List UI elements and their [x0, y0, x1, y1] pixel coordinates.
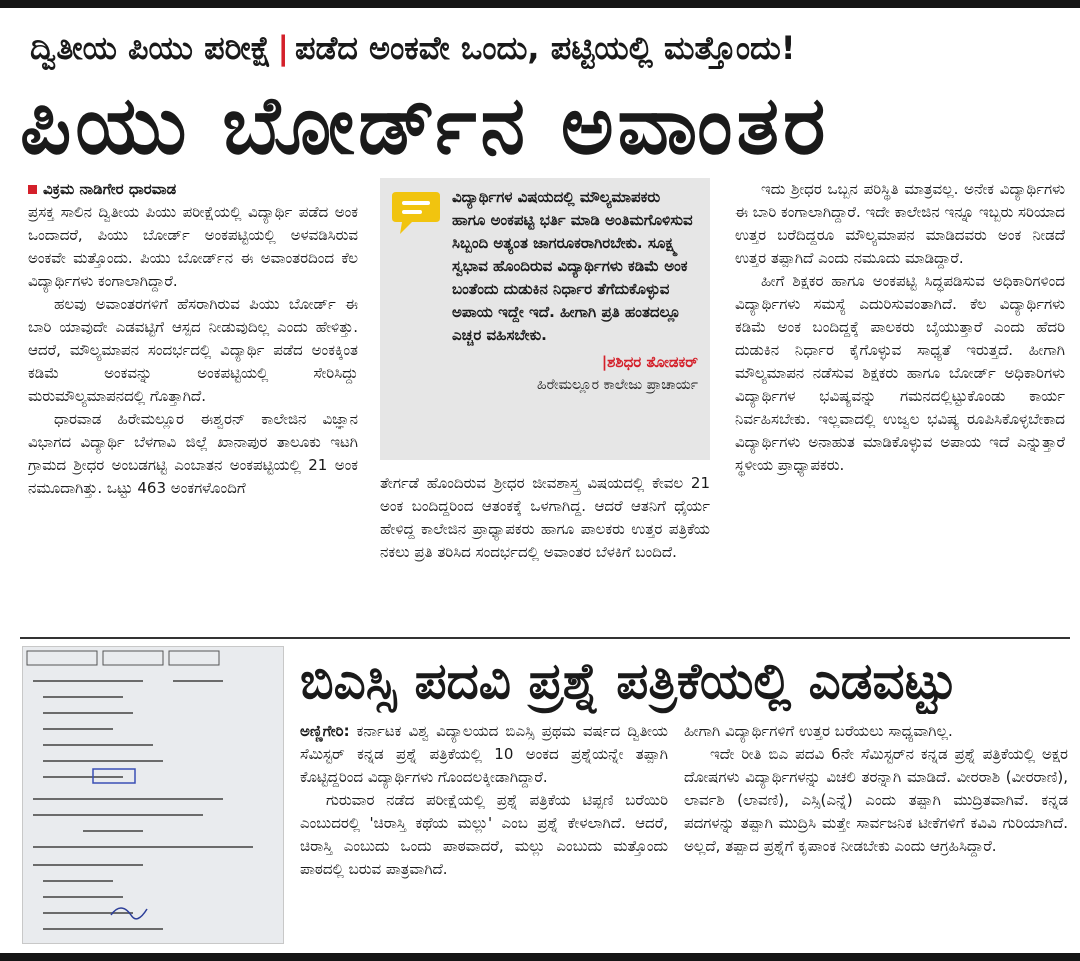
kicker	[30, 20, 1070, 76]
quote-role: ಹಿರೇಮಲ್ಲೂರ ಕಾಲೇಜು ಪ್ರಾಚಾರ್ಯ	[537, 377, 698, 393]
bottom-border	[0, 953, 1080, 961]
paragraph: ಹಲವು ಅವಾಂತರಗಳಿಗೆ ಹೆಸರಾಗಿರುವ ಪಿಯು ಬೋರ್ಡ್ ಈ ಬಾರಿ ಯಾವುದೇ ಎಡವಟ್ಟಿಗೆ ಆಸ್ಪದ ನೀಡುವುದಿಲ್ಲ ಎಂದು ಹೇಳಿತ್ತು. ಆದರೆ, ಮೌಲ್ಯಮಾಪನ ಸಂದರ್ಭದಲ್ಲಿ ವಿದ್ಯಾರ್ಥಿ ಪಡೆದ ಅಂಕಕ್ಕಿಂತ ಕಡಿಮೆ ಅಂಕವನ್ನು ಅಂಕಪಟ್ಟಿಯಲ್ಲಿ ಸೇರಿಸಿದ್ದು ಮರುಮೌಲ್ಯಮಾಪನದಲ್ಲಿ ಗೊತ್ತಾಗಿದೆ.	[28, 295, 358, 405]
paragraph: ಇದೇ ರೀತಿ ಬಿಎ ಪದವಿ 6ನೇ ಸೆಮಿಸ್ಟರ್‌ನ ಕನ್ನಡ ಪ್ರಶ್ನೆ ಪತ್ರಿಕೆಯಲ್ಲಿ ಅಕ್ಷರ ದೋಷಗಳು ವಿದ್ಯಾರ್ಥಿಗಳನ್ನು ವಿಚಲಿ ತರನ್ನಾಗಿ ಮಾಡಿದೆ. ವೀರರಾಶಿ (ವೀರರಾಣಿ), ಲಾರ್ವಶಿ (ಲಾವಣಿ), ಎಸ್ಸಿ(ಎನ್ನೆ) ಎಂದು ತಪ್ಪಾಗಿ ಮುದ್ರಿತವಾಗಿವೆ. ಕನ್ನಡ ಪದಗಳನ್ನು ತಪ್ಪಾಗಿ ಮುದ್ರಿಸಿ ಮತ್ತೇ ಸಾರ್ವಜನಿಕ ಟೀಕೆಗಳಿಗೆ ಕವಿವಿ ಗುರಿಯಾಗಿದೆ. ಅಲ್ಲದೆ, ತಪ್ಪಾದ ಪ್ರಶ್ನೆಗೆ ಕೃಪಾಂಕ ನೀಡಬೇಕು ಎಂದು ಆಗ್ರಹಿಸಿದ್ದಾರೆ.	[684, 745, 1068, 855]
question-paper-image	[23, 647, 284, 944]
quote-text: ವಿದ್ಯಾರ್ಥಿಗಳ ವಿಷಯದಲ್ಲಿ ಮೌಲ್ಯಮಾಪಕರು ಹಾಗೂ ಅಂಕಪಟ್ಟಿ ಭರ್ತಿ ಮಾಡಿ ಅಂತಿಮಗೊಳಿಸುವ ಸಿಬ್ಬಂದಿ ಅತ್ಯಂತ ಜಾಗರೂಕರಾಗಿರಬೇಕು. ಸೂಕ್ಷ್ಮ ಸ್ವಭಾವ ಹೊಂದಿರುವ ವಿದ್ಯಾರ್ಥಿಗಳು ಕಡಿಮೆ ಅಂಕ ಬಂತೆಂದು ದುಡುಕಿನ ನಿರ್ಧಾರ ತೆಗೆದುಕೊಳ್ಳುವ ಅಪಾಯ ಇದ್ದೇ ಇದೆ. ಹೀಗಾಗಿ ಪ್ರತಿ ಹಂತದಲ್ಲೂ ಎಚ್ಚರ ವಹಿಸಬೇಕು.	[452, 188, 693, 344]
paragraph	[300, 720, 668, 789]
article2-column-1	[300, 720, 668, 944]
article-column-2	[380, 472, 710, 632]
paragraph: ಹೀಗಾಗಿ ವಿದ್ಯಾರ್ಥಿಗಳಿಗೆ ಉತ್ತರ ಬರೆಯಲು ಸಾಧ್ಯವಾಗಿಲ್ಲ.	[684, 722, 953, 740]
dateline: ಅಣ್ಣಿಗೇರಿ:	[300, 722, 350, 740]
top-border	[0, 0, 1080, 8]
byline	[28, 178, 358, 201]
paragraph: ಧಾರವಾಡ ಹಿರೇಮಲ್ಲೂರ ಈಶ್ವರನ್ ಕಾಲೇಜಿನ ವಿಜ್ಞಾನ ವಿಭಾಗದ ವಿದ್ಯಾರ್ಥಿ ಬೆಳಗಾವಿ ಜಿಲ್ಲೆ ಖಾನಾಪುರ ತಾಲೂಕು ಇಟಗಿ ಗ್ರಾಮದ ಶ್ರೀಧರ ಅಂಬಡಗಟ್ಟಿ ಎಂಬಾತನ ಅಂಕಪಟ್ಟಿಯಲ್ಲಿ 21 ಅಂಕ ನಮೂದಾಗಿತ್ತು. ಒಟ್ಟು 463 ಅಂಕಗಳೊಂದಿಗೆ	[28, 410, 358, 497]
paragraph: ಗುರುವಾರ ನಡೆದ ಪರೀಕ್ಷೆಯಲ್ಲಿ ಪ್ರಶ್ನೆ ಪತ್ರಿಕೆಯ ಟಿಪ್ಪಣಿ ಬರೆಯಿರಿ ಎಂಬುದರಲ್ಲಿ 'ಚಿರಾಸ್ತಿ ಕಥೆಯ ಮಲ್ಲು' ಎಂಬ ಪ್ರಶ್ನೆ ಕೇಳಲಾಗಿದೆ. ಆದರೆ, ಚಿರಾಸ್ತಿ ಎಂಬುದು ಒಂದು ಪಾಠವಾದರೆ, ಮಲ್ಲು ಎಂಬುದು ಮತ್ತೊಂದು ಪಾಠದಲ್ಲಿ ಬರುವ ಪಾತ್ರವಾಗಿದೆ.	[300, 791, 668, 878]
byline-marker-icon	[28, 185, 37, 194]
quote-author: |ಶಶಿಧರ ತೋಡಕರ್	[601, 353, 698, 371]
paragraph: ತೇರ್ಗಡೆ ಹೊಂದಿರುವ ಶ್ರೀಧರ ಜೀವಶಾಸ್ತ್ರ ವಿಷಯದಲ್ಲಿ ಕೇವಲ 21 ಅಂಕ ಬಂದಿದ್ದರಿಂದ ಆತಂಕಕ್ಕೆ ಒಳಗಾಗಿದ್ದ. ಆದರೆ ಆತನಿಗೆ ಧೈರ್ಯ ಹೇಳಿದ್ದ ಕಾಲೇಜಿನ ಪ್ರಾಧ್ಯಾಪಕರು ಹಾಗೂ ಪಾಲಕರು ಉತ್ತರ ಪತ್ರಿಕೆಯ ನಕಲು ಪ್ರತಿ ತರಿಸಿದ ಸಂದರ್ಭದಲ್ಲಿ ಅವಾಂತರ ಬೆಳಕಿಗೆ ಬಂದಿದೆ.	[380, 474, 710, 561]
section-divider	[20, 637, 1070, 639]
byline-text: ವಿಕ್ರಮ ನಾಡಿಗೇರ ಧಾರವಾಡ	[43, 180, 177, 198]
paragraph: ಪ್ರಸಕ್ತ ಸಾಲಿನ ದ್ವಿತೀಯ ಪಿಯು ಪರೀಕ್ಷೆಯಲ್ಲಿ ವಿದ್ಯಾರ್ಥಿ ಪಡೆದ ಅಂಕ ಒಂದಾದರೆ, ಪಿಯು ಬೋರ್ಡ್ ಅಂಕಪಟ್ಟಿಯಲ್ಲಿ ಅಳವಡಿಸಿರುವ ಅಂಕವೇ ಮತ್ತೊಂದು. ಪಿಯು ಬೋರ್ಡ್‌ನ ಈ ಅವಾಂತರದಿಂದ ಕೆಲ ವಿದ್ಯಾರ್ಥಿಗಳು ಕಂಗಾಲಾಗಿದ್ದಾರೆ.	[28, 203, 358, 290]
kicker-right: ಪಡೆದ ಅಂಕವೇ ಒಂದು, ಪಟ್ಟಿಯಲ್ಲಿ ಮತ್ತೊಂದು!	[295, 29, 796, 67]
quote-box	[380, 178, 710, 460]
article-column-1	[28, 178, 358, 630]
kicker-left: ದ್ವಿತೀಯ ಪಿಯು ಪರೀಕ್ಷೆ	[30, 29, 272, 67]
article2-column-2	[684, 720, 1068, 944]
headline: ಪಿಯು ಬೋರ್ಡ್‌ನ ಅವಾಂತರ	[20, 79, 830, 172]
question-paper-photo	[22, 646, 284, 944]
speech-bubble-icon	[390, 188, 442, 238]
kicker-separator: |	[277, 29, 290, 67]
paragraph-text: ಕರ್ನಾಟಕ ವಿಶ್ವ ವಿದ್ಯಾಲಯದ ಬಿಎಸ್ಸಿ ಪ್ರಥಮ ವರ್ಷದ ದ್ವಿತೀಯ ಸೆಮಿಸ್ಟರ್ ಕನ್ನಡ ಪ್ರಶ್ನೆ ಪತ್ರಿಕೆಯಲ್ಲಿ 10 ಅಂಕದ ಪ್ರಶ್ನೆಯನ್ನೇ ತಪ್ಪಾಗಿ ಕೊಟ್ಟಿದ್ದರಿಂದ ವಿದ್ಯಾರ್ಥಿಗಳು ಗೊಂದಲಕ್ಕೀಡಾಗಿದ್ದಾರೆ.	[300, 722, 668, 786]
paragraph: ಹೀಗೆ ಶಿಕ್ಷಕರ ಹಾಗೂ ಅಂಕಪಟ್ಟಿ ಸಿದ್ಧಪಡಿಸುವ ಅಧಿಕಾರಿಗಳಿಂದ ವಿದ್ಯಾರ್ಥಿಗಳು ಸಮಸ್ಯೆ ಎದುರಿಸುವಂತಾಗಿದೆ. ಕೆಲ ವಿದ್ಯಾರ್ಥಿಗಳು ಕಡಿಮೆ ಅಂಕ ಬಂದಿದ್ದಕ್ಕೆ ಪಾಲಕರು ಬೈಯುತ್ತಾರೆ ಎಂದು ಹೆದರಿ ದುಡುಕಿನ ನಿರ್ಧಾರ ಕೈಗೊಳ್ಳುವ ಸಾಧ್ಯತೆ ಇರುತ್ತದೆ. ಹೀಗಾಗಿ ಮೌಲ್ಯಮಾಪನ ನಡೆಸುವ ಶಿಕ್ಷಕರು ಹಾಗೂ ಬೋರ್ಡ್ ಅಧಿಕಾರಿಗಳು ವಿದ್ಯಾರ್ಥಿಗಳ ಭವಿಷ್ಯವನ್ನು ಗಮನದಲ್ಲಿಟ್ಟುಕೊಂಡು ಕಾರ್ಯ ನಿರ್ವಹಿಸಬೇಕು. ಇಲ್ಲವಾದಲ್ಲಿ ಉಜ್ವಲ ಭವಿಷ್ಯ ರೂಪಿಸಿಕೊಳ್ಳಬೇಕಾದ ವಿದ್ಯಾರ್ಥಿಗಳು ಅನಾಹುತ ಮಾಡಿಕೊಳ್ಳುವ ಅಪಾಯ ಇದೆ ಎನ್ನುತ್ತಾರೆ ಸ್ಥಳೀಯ ಪ್ರಾಧ್ಯಾಪಕರು.	[735, 272, 1065, 474]
article-column-3	[735, 178, 1065, 630]
article2-headline: ಬಿಎಸ್ಸಿ ಪದವಿ ಪ್ರಶ್ನೆ ಪತ್ರಿಕೆಯಲ್ಲಿ ಎಡವಟ್ಟು	[300, 652, 957, 710]
paragraph: ಇದು ಶ್ರೀಧರ ಒಬ್ಬನ ಪರಿಸ್ಥಿತಿ ಮಾತ್ರವಲ್ಲ. ಅನೇಕ ವಿದ್ಯಾರ್ಥಿಗಳು ಈ ಬಾರಿ ಕಂಗಾಲಾಗಿದ್ದಾರೆ. ಇದೇ ಕಾಲೇಜಿನ ಇನ್ನೂ ಇಬ್ಬರು ಸರಿಯಾದ ಉತ್ತರ ಬರೆದಿದ್ದರೂ ಮೌಲ್ಯಮಾಪನ ಮಾಡಿದವರು ಅಂಕ ನೀಡದೆ ಉತ್ತರ ತಪ್ಪಾಗಿದೆ ಎಂದು ನಮೂದು ಮಾಡಿದ್ದಾರೆ.	[735, 180, 1065, 267]
